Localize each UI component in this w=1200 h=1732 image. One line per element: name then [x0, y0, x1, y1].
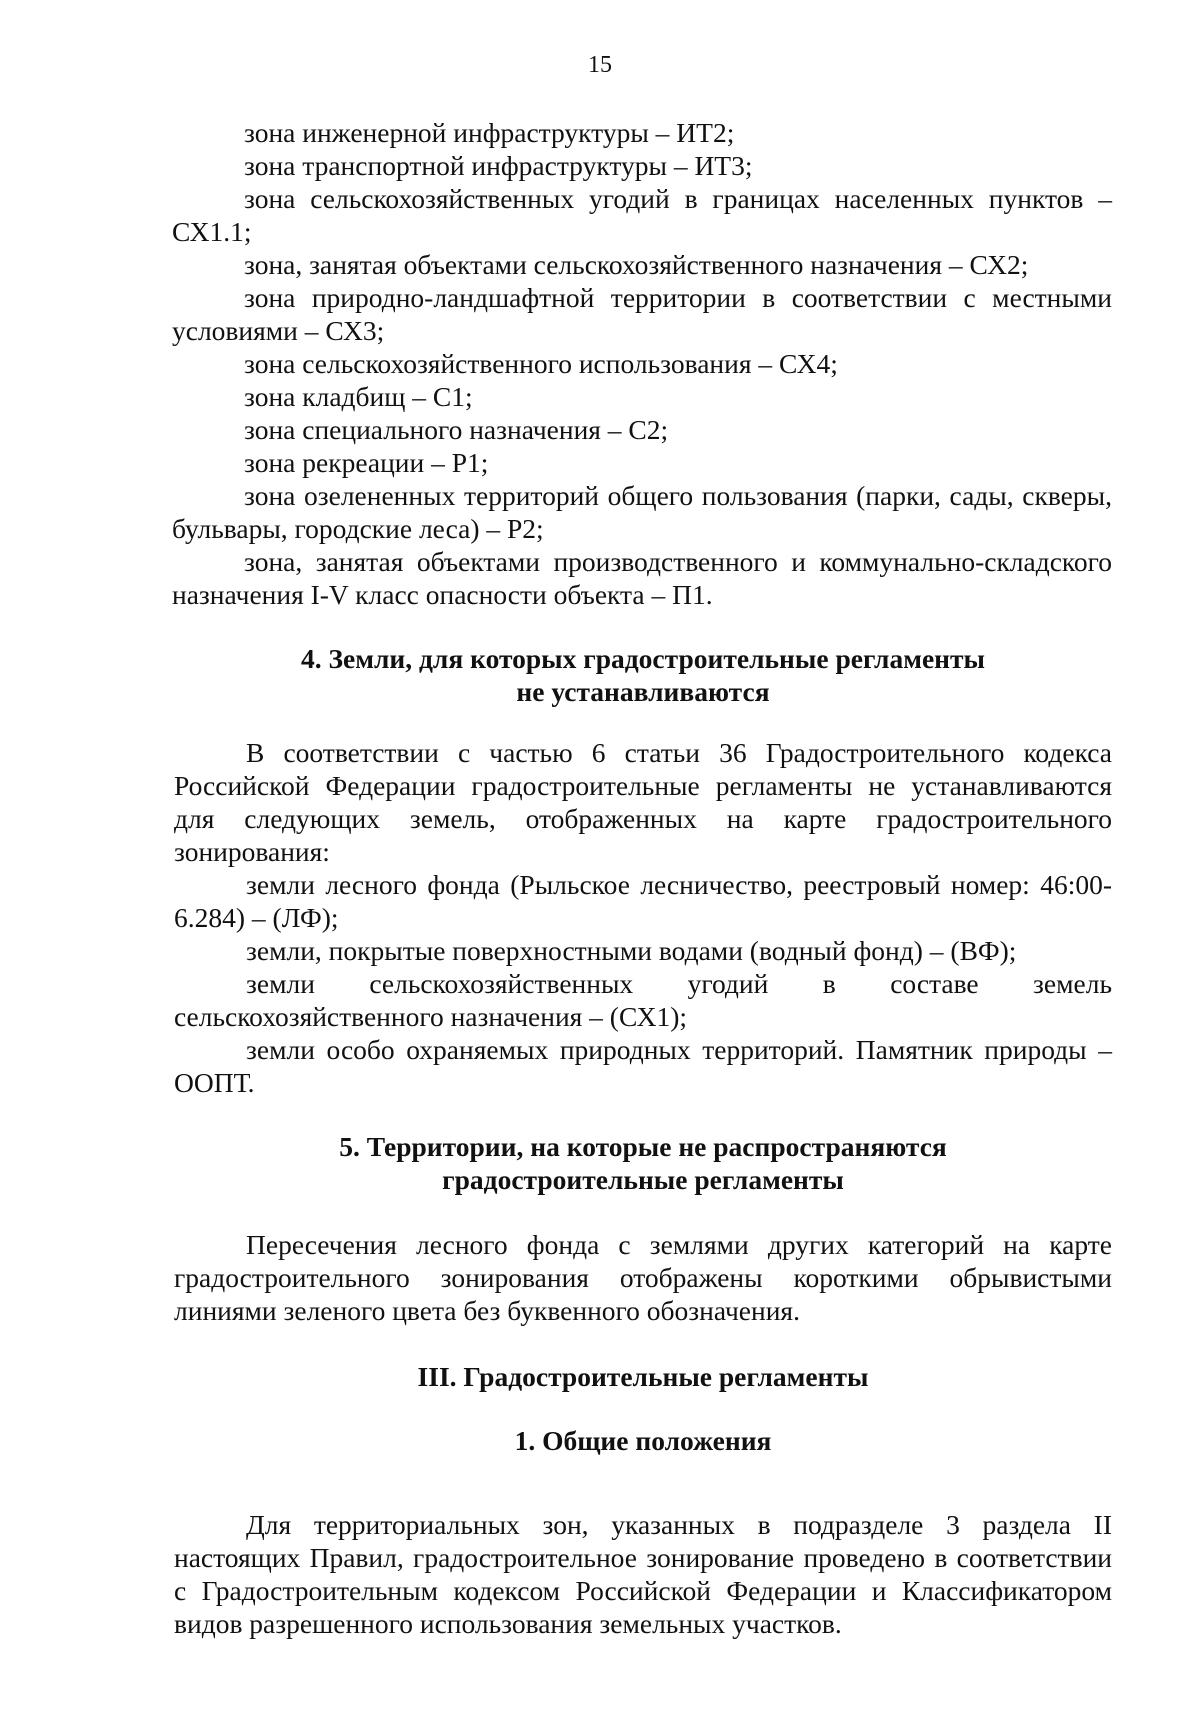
list-item: зона, занятая объектами сельскохозяйственного назначения – СХ2; — [244, 249, 1029, 280]
list-item: зона сельскохозяйственного использования – СХ4; — [244, 348, 838, 379]
list-item: зона инженерной инфраструктуры – ИТ2; — [244, 117, 735, 148]
section-4-heading — [174, 642, 1112, 708]
paragraph: земли лесного фонда (Рыльское лесничество, реестровый номер: 46:00-6.284) – (ЛФ); — [174, 869, 1112, 933]
section-4-heading-line2: не устанавливаются — [516, 676, 770, 707]
list-item: зона кладбищ – С1; — [244, 381, 473, 412]
zones-list — [172, 116, 1112, 611]
section-4-heading-line1: 4. Земли, для которых градостроительные регламенты — [301, 643, 985, 674]
section-5-heading-line2: градостроительные регламенты — [442, 1164, 844, 1195]
list-item: зона рекреации – Р1; — [244, 447, 489, 478]
paragraph: земли особо охраняемых природных территорий. Памятник природы – ООПТ. — [174, 1034, 1112, 1098]
list-item: зона сельскохозяйственных угодий в границах населенных пунктов – СХ1.1; — [172, 183, 1112, 247]
paragraph: В соответствии с частью 6 статьи 36 Градостроительного кодекса Российской Федерации градостроительные регламенты не устанавливаются для следующих земель, отображенных на карте градостроительного зонирования: — [174, 737, 1112, 867]
section-5-body — [174, 1228, 1112, 1327]
list-item: зона озелененных территорий общего пользования (парки, сады, скверы, бульвары, городские леса) – Р2; — [172, 480, 1112, 544]
general-provisions-heading: 1. Общие положения — [514, 1425, 772, 1456]
list-item: зона транспортной инфраструктуры – ИТ3; — [244, 150, 753, 181]
list-item: зона специального назначения – С2; — [244, 414, 669, 445]
paragraph: земли сельскохозяйственных угодий в составе земель сельскохозяйственного назначения – (СХ1); — [174, 968, 1112, 1032]
paragraph: земли, покрытые поверхностными водами (водный фонд) – (ВФ); — [246, 935, 1017, 966]
general-provisions-body — [174, 1508, 1112, 1640]
chapter-3-heading: III. Градостроительные регламенты — [417, 1361, 869, 1392]
page-number: 15 — [588, 52, 612, 78]
list-item: зона, занятая объектами производственного и коммунально-складского назначения I-V класс опасности объекта – П1. — [172, 546, 1112, 610]
list-item: зона природно-ландшафтной территории в соответствии с местными условиями – СХ3; — [172, 282, 1112, 346]
section-5-heading-line1: 5. Территории, на которые не распространяются — [339, 1131, 947, 1162]
section-5-heading — [174, 1130, 1112, 1196]
paragraph: Для территориальных зон, указанных в подразделе 3 раздела II настоящих Правил, градостроительное зонирование проведено в соответствии с Градостроительным кодексом Российской Федерации и Классификатором видов разрешенного использования земельных участков. — [174, 1509, 1112, 1639]
section-4-body — [174, 736, 1112, 1099]
paragraph: Пересечения лесного фонда с землями других категорий на карте градостроительного зонирования отображены короткими обрывистыми линиями зеленого цвета без буквенного обозначения. — [174, 1229, 1112, 1326]
